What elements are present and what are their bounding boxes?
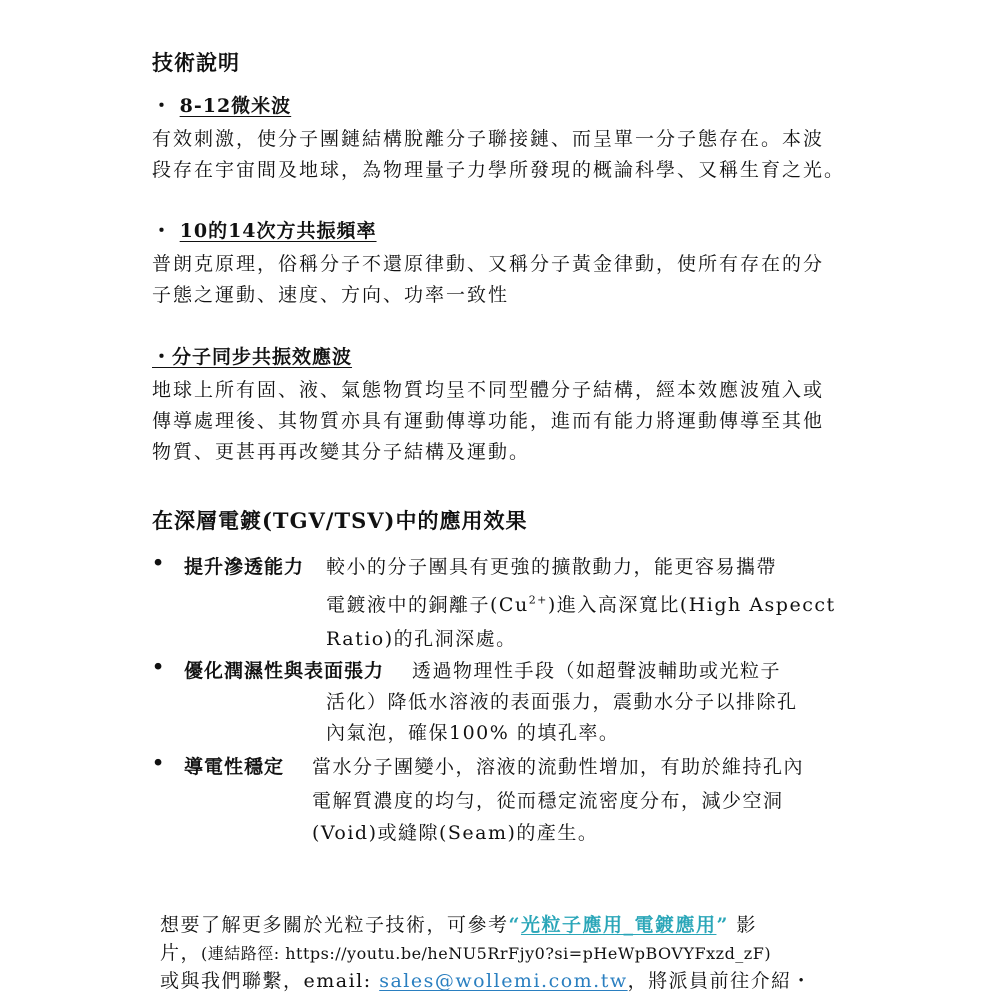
text-line: 物質、更甚再再改變其分子結構及運動。: [152, 441, 531, 463]
page-title: 技術說明: [152, 50, 240, 75]
footer-text: 影: [728, 914, 757, 936]
email-link[interactable]: sales@wollemi.com.tw: [379, 970, 628, 992]
footer-text: ，將派員前往介紹・: [627, 970, 813, 992]
point-line: 活化）降低水溶液的表面張力，震動水分子以排除孔: [326, 691, 798, 713]
text-line: 段存在宇宙間及地球，為物理量子力學所發現的概論科學、又稱生育之光。: [152, 159, 846, 181]
footer-text: 想要了解更多關於光粒子技術，可參考: [160, 914, 509, 936]
point-line: 較小的分子團具有更強的擴散動力，能更容易攜帶: [326, 556, 778, 578]
text-line: 有效刺激，使分子團鏈結構脫離分子聯接鏈、而呈單一分子態存在。本波: [152, 128, 825, 150]
item-body-2: [152, 249, 872, 311]
text-line: 普朗克原理，俗稱分子不還原律動、又稱分子黃金律動，使所有存在的分: [152, 253, 825, 275]
point-line-part: 電鍍液中的銅離子(Cu: [326, 594, 529, 616]
link-path-note: (連結路徑: https://youtu.be/heNU5RrFjy0?si=pHeWpBOVYFxzd_zF): [201, 944, 772, 963]
superscript: 2+: [528, 593, 548, 607]
bullet-dot: •: [152, 552, 165, 574]
bullet: ・: [152, 220, 173, 242]
quote-open: “: [508, 914, 521, 936]
point-line: (Void)或縫隙(Seam)的產生。: [312, 822, 599, 844]
item-heading-2: [152, 216, 377, 243]
bullet: ・: [152, 346, 173, 368]
point-line: 內氣泡，確保100% 的填孔率。: [326, 722, 620, 744]
point-line: Ratio)的孔洞深處。: [326, 628, 517, 650]
text-line: 地球上所有固、液、氣態物質均呈不同型體分子結構，經本效應波殖入或: [152, 379, 825, 401]
point-label-1: 提升滲透能力: [184, 556, 305, 578]
section-title: 在深層電鍍(TGV/TSV)中的應用效果: [152, 508, 528, 533]
point-line: 透過物理性手段（如超聲波輔助或光粒子: [412, 660, 782, 682]
item-body-1: [152, 124, 872, 186]
bullet-dot: •: [152, 752, 165, 774]
item-body-3: [152, 375, 872, 468]
bullet-dot: •: [152, 656, 165, 678]
item-heading-1: [152, 91, 291, 118]
footer-line-2: [160, 938, 771, 965]
quote-close: ”: [716, 914, 729, 936]
footer-line-3: [160, 966, 812, 993]
bullet: ・: [152, 95, 173, 117]
item-heading-text: 10的14次方共振頻率: [179, 220, 377, 242]
point-line: 電解質濃度的均勻，從而穩定流密度分布，減少空洞: [312, 790, 784, 812]
item-heading-text: [152, 346, 352, 368]
point-label-3: 導電性穩定: [184, 756, 285, 778]
footer-text: 片，: [160, 942, 202, 964]
item-heading-3: [152, 342, 352, 369]
point-line: 當水分子團變小，溶液的流動性增加，有助於維持孔內: [312, 756, 805, 778]
text-line: 傳導處理後、其物質亦具有運動傳導功能，進而有能力將運動傳導至其他: [152, 410, 825, 432]
footer-text: 或與我們聯繫，email:: [160, 970, 380, 992]
item-heading-text: 8-12微米波: [179, 95, 292, 117]
point-line-part: )進入高深寬比(High Aspecct: [547, 594, 836, 616]
point-line: [326, 590, 836, 617]
item-heading-label: 分子同步共振效應波: [172, 346, 353, 368]
video-link[interactable]: 光粒子應用_電鍍應用: [520, 914, 717, 936]
text-line: 子態之運動、速度、方向、功率一致性: [152, 284, 510, 306]
point-label-2: 優化潤濕性與表面張力: [184, 660, 385, 682]
footer-line-1: [160, 910, 757, 937]
